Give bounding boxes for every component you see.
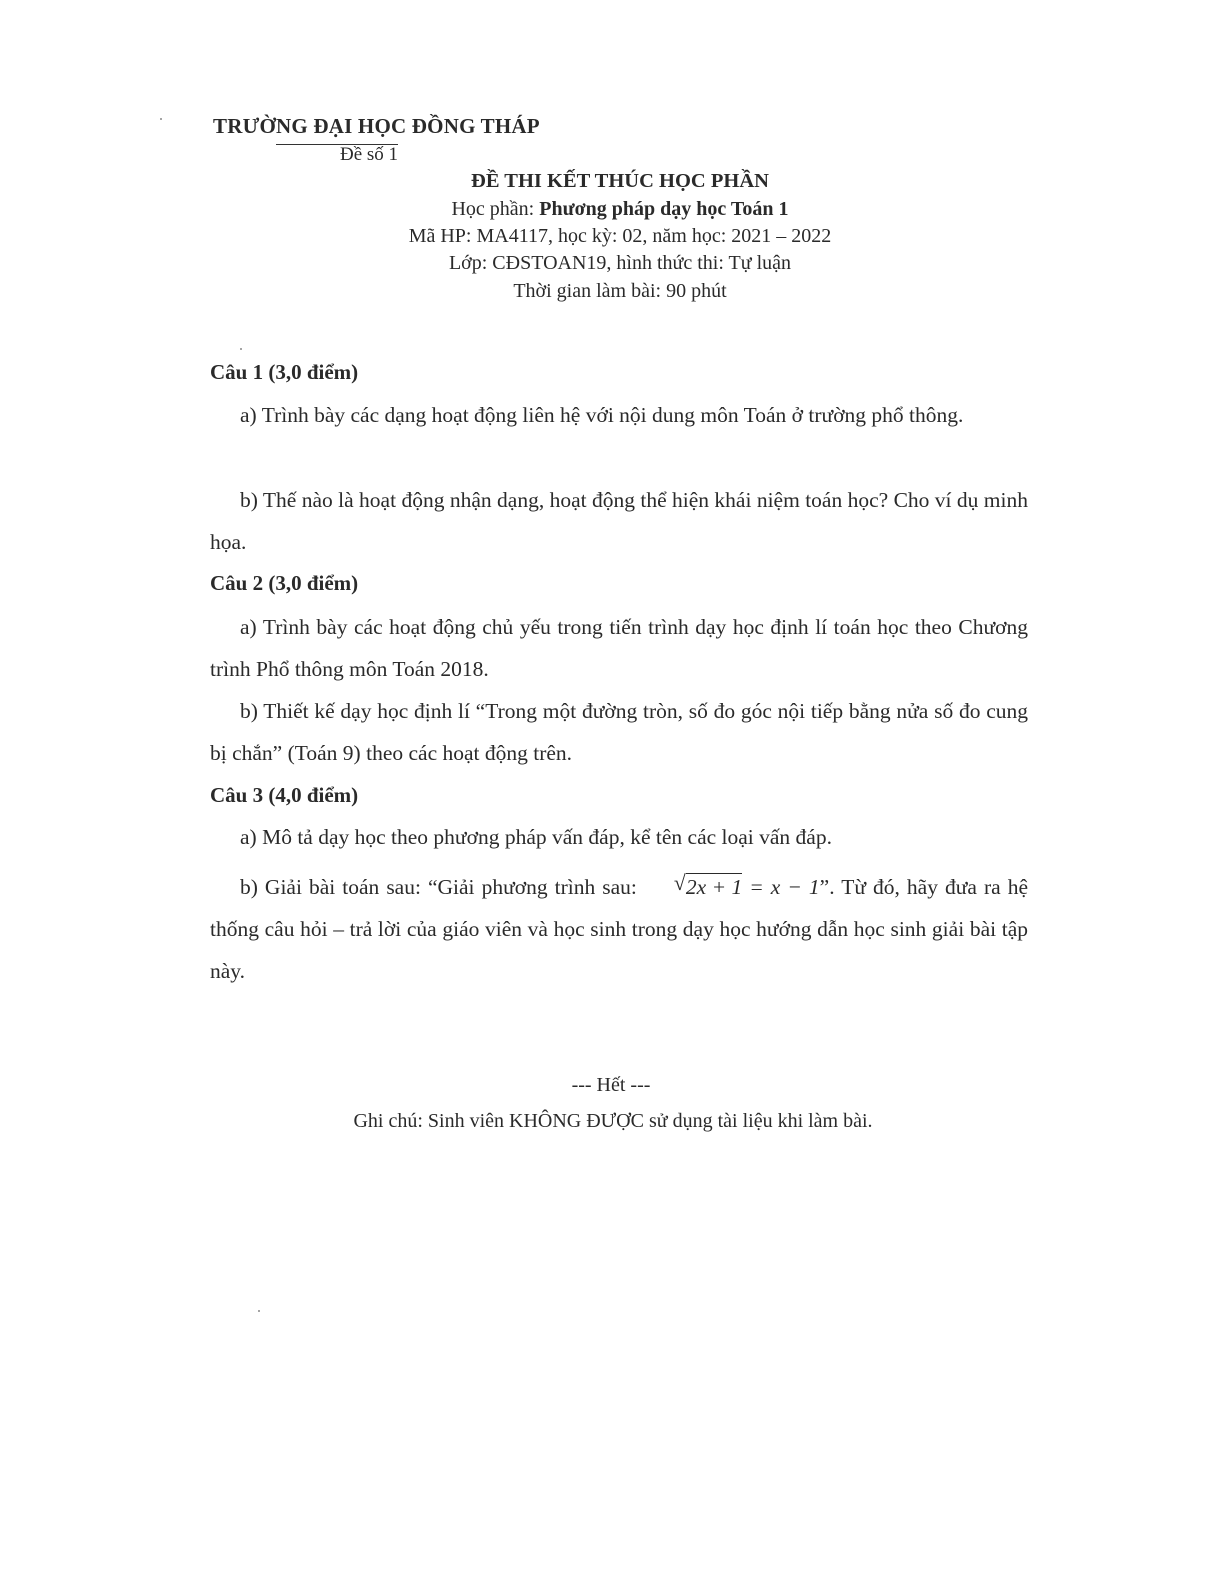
- class-line: Lớp: CĐSTOAN19, hình thức thi: Tự luận: [448, 252, 792, 274]
- question-3-part-b-rest: ”. Từ đó, hãy đưa ra hệ thống câu hỏi – trả lời của giáo viên và học sinh trong dạy học hướng dẫn học sinh giải bài tập này.: [210, 875, 1028, 983]
- question-3-heading: Câu 3 (4,0 điểm): [210, 783, 359, 807]
- question-1-part-a: a) Trình bày các dạng hoạt động liên hệ với nội dung môn Toán ở trường phổ thông.: [240, 403, 964, 427]
- course-name: Phương pháp dạy học Toán 1: [539, 198, 789, 220]
- scan-speck: [240, 348, 242, 350]
- school-name: TRƯỜNG ĐẠI HỌC ĐỒNG THÁP: [213, 114, 540, 138]
- question-2-heading: Câu 2 (3,0 điểm): [210, 571, 359, 595]
- course-code-line: Mã HP: MA4117, học kỳ: 02, năm học: 2021 – 2022: [408, 225, 832, 247]
- scan-speck: [258, 1310, 260, 1312]
- sqrt-symbol: √: [673, 871, 686, 895]
- exam-number: Đề số 1: [340, 144, 399, 165]
- equation-radicand: 2x + 1: [685, 875, 743, 899]
- exam-title: ĐỀ THI KẾT THÚC HỌC PHẦN: [471, 170, 769, 192]
- question-3-part-b-intro: b) Giải bài toán sau: “Giải phương trình sau:: [240, 875, 637, 899]
- course-line: [0, 198, 1225, 221]
- equation: [644, 866, 742, 908]
- question-2-part-a: a) Trình bày các hoạt động chủ yếu trong tiến trình dạy học định lí toán học theo Chương trình Phổ thông môn Toán 2018.: [210, 615, 1028, 681]
- scan-speck: [160, 118, 162, 120]
- question-2-part-b: b) Thiết kế dạy học định lí “Trong một đường tròn, số đo góc nội tiếp bằng nửa số đo cung bị chắn” (Toán 9) theo các hoạt động trên.: [210, 699, 1028, 765]
- equation-rhs: = x − 1: [742, 875, 820, 899]
- question-3-part-a: a) Mô tả dạy học theo phương pháp vấn đáp, kể tên các loại vấn đáp.: [240, 825, 832, 849]
- time-line: Thời gian làm bài: 90 phút: [513, 280, 727, 302]
- end-mark: --- Hết ---: [571, 1074, 651, 1096]
- question-1-heading: Câu 1 (3,0 điểm): [210, 360, 359, 384]
- course-label: Học phần:: [451, 198, 535, 220]
- question-1-part-b: b) Thế nào là hoạt động nhận dạng, hoạt động thể hiện khái niệm toán học? Cho ví dụ minh họa.: [210, 488, 1028, 554]
- question-3-part-b: [210, 866, 1028, 992]
- footer-note: Ghi chú: Sinh viên KHÔNG ĐƯỢC sử dụng tài liệu khi làm bài.: [353, 1110, 873, 1132]
